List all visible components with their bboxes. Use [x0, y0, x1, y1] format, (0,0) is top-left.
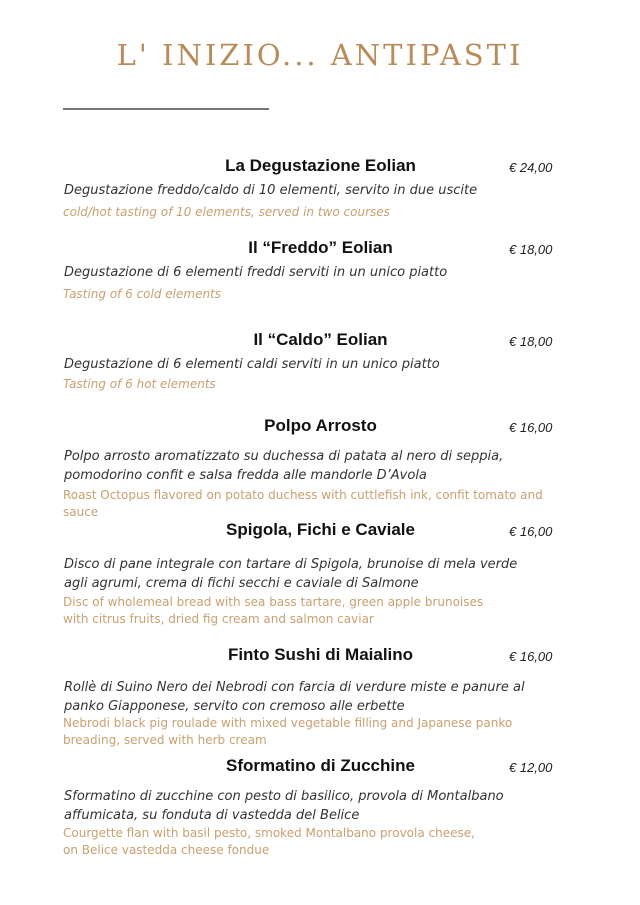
- item-price: € 16,00: [509, 649, 553, 664]
- section-title: L' INIZIO... ANTIPASTI: [116, 38, 524, 72]
- item-name: Il “Freddo” Eolian: [248, 238, 393, 257]
- item-name: La Degustazione Eolian: [225, 156, 416, 175]
- item-price: € 12,00: [509, 760, 553, 775]
- item-description-it: Disco di pane integrale con tartare di Spigola, brunoise di mela verde agli agrumi, crema di fichi secchi e caviale di Salmone: [64, 557, 518, 591]
- item-description-it: Polpo arrosto aromatizzato su duchessa di patata al nero di seppia, pomodorino confit e salsa fredda alle mandorle D’Avola: [64, 449, 504, 483]
- item-description-it: Sformatino di zucchine con pesto di basilico, provola di Montalbano affumicata, su fonduta di vastedda del Belice: [64, 789, 504, 823]
- item-name: Finto Sushi di Maialino: [227, 645, 414, 664]
- item-description-it: Degustazione freddo/caldo di 10 elementi, servito in due uscite: [64, 183, 478, 198]
- item-description-en: Nebrodi black pig roulade with mixed vegetable filling and Japanese panko breading, served with herb cream: [63, 716, 513, 747]
- item-name: Spigola, Fichi e Caviale: [226, 520, 415, 539]
- item-name: Il “Caldo” Eolian: [253, 330, 388, 349]
- divider: [63, 108, 269, 110]
- item-description-it: Degustazione di 6 elementi freddi serviti in un unico piatto: [64, 265, 448, 280]
- item-description-it: Degustazione di 6 elementi caldi serviti in un unico piatto: [64, 357, 440, 372]
- item-price: € 16,00: [509, 524, 553, 539]
- item-price: € 18,00: [509, 334, 553, 349]
- item-description-en: Courgette flan with basil pesto, smoked Montalbano provola cheese, on Belice vastedda cheese fondue: [63, 826, 475, 857]
- item-price: € 16,00: [509, 420, 553, 435]
- item-description-en: cold/hot tasting of 10 elements, served in two courses: [63, 205, 390, 219]
- item-price: € 18,00: [509, 242, 553, 257]
- item-name: Sformatino di Zucchine: [226, 756, 415, 775]
- item-description-en: Disc of wholemeal bread with sea bass tartare, green apple brunoises with citrus fruits, dried fig cream and salmon caviar: [63, 595, 484, 626]
- item-description-en: Roast Octopus flavored on potato duchess with cuttlefish ink, confit tomato and sauce: [63, 488, 543, 519]
- item-description-en: Tasting of 6 cold elements: [63, 287, 222, 301]
- item-description-en: Tasting of 6 hot elements: [63, 377, 216, 391]
- item-price: € 24,00: [509, 160, 553, 175]
- item-description-it: Rollè di Suino Nero dei Nebrodi con farcia di verdure miste e panure al panko Giapponese, servito con cremoso alle erbette: [64, 680, 525, 714]
- item-name: Polpo Arrosto: [264, 416, 377, 435]
